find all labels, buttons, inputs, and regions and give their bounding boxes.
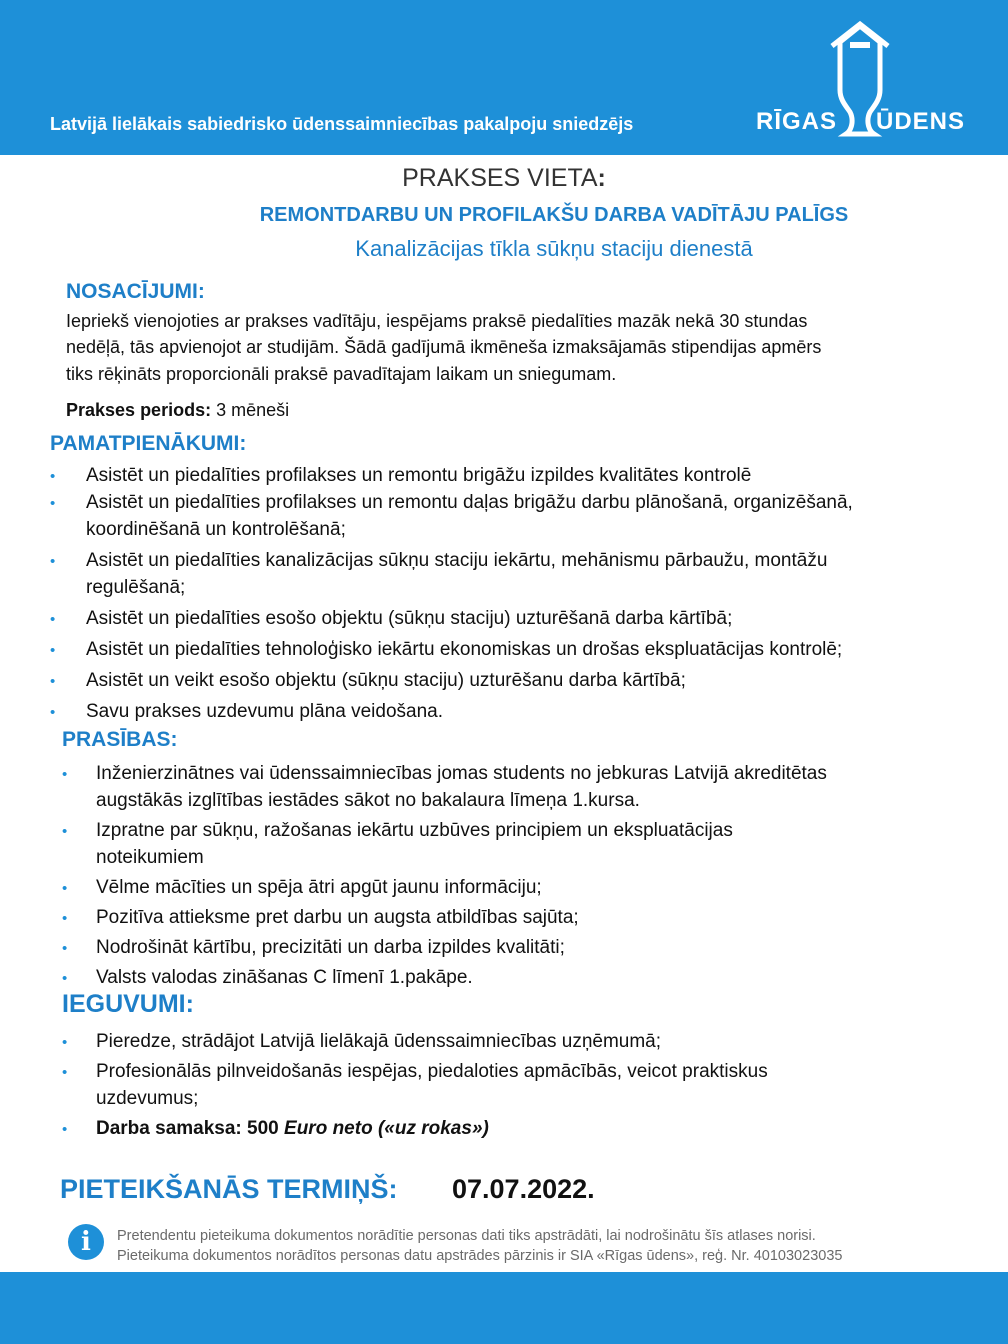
bullet-icon: • — [50, 611, 56, 628]
list-item: • Asistēt un piedalīties profilakses un remontu brigāžu izpildes kvalitātes kontrolē — [50, 462, 980, 489]
list-item: • Asistēt un piedalīties profilakses un remontu daļas brigāžu darbu plānošanā, organizēšanā, — [50, 489, 980, 516]
bullet-icon: • — [62, 1064, 68, 1081]
deadline-date: 07.07.2022. — [452, 1174, 595, 1204]
department-title: Kanalizācijas tīkla sūkņu staciju dienestā — [355, 236, 753, 261]
logo-text-udens: ŪDENS — [876, 108, 966, 135]
list-item-continued: regulēšanā; — [86, 577, 186, 598]
list-item-continued: augstākās izglītības iestādes sākot no bakalaura līmeņa 1.kursa. — [96, 790, 640, 811]
header-banner — [0, 0, 1008, 155]
info-icon: i — [68, 1224, 104, 1260]
list-item: • Pozitīva attieksme pret darbu un augsta atbildības sajūta; — [62, 904, 962, 931]
bullet-icon: • — [50, 553, 56, 570]
bullet-icon: • — [62, 970, 68, 987]
logo-text-rigas: RĪGAS — [756, 108, 838, 135]
duties-list — [50, 462, 980, 725]
privacy-note-line: Pretendentu pieteikuma dokumentos norādītie personas dati tiks apstrādāti, lai nodrošinātu šīs atlases norisi. — [117, 1228, 816, 1244]
privacy-note — [117, 1226, 842, 1266]
salary-item — [62, 1115, 962, 1142]
bullet-icon: • — [50, 673, 56, 690]
conditions-line: tiks rēķināts proporcionāli praksē pavadītajam laikam un sniegumam. — [66, 364, 617, 384]
list-item: • Nodrošināt kārtību, precizitāti un darba izpildes kvalitāti; — [62, 934, 962, 961]
conditions-heading: NOSACĪJUMI: — [66, 280, 205, 303]
bullet-icon: • — [50, 642, 56, 659]
salary-note: Euro neto («uz rokas») — [284, 1118, 489, 1139]
privacy-note-line: Pieteikuma dokumentos norādītos personas datu apstrādes pārzinis ir SIA «Rīgas ūdens», reģ. Nr. 40103023035 — [117, 1248, 843, 1264]
list-item: • Asistēt un piedalīties esošo objektu (sūkņu staciju) uzturēšanā darba kārtībā; — [50, 605, 980, 632]
internship-period — [66, 397, 289, 423]
list-item: • Inženierzinātnes vai ūdenssaimniecības jomas students no jebkuras Latvijā akreditētas — [62, 760, 962, 787]
list-item: • Profesionālās pilnveidošanās iespējas, piedaloties apmācībās, veicot praktiskus — [62, 1058, 962, 1085]
duties-heading: PAMATPIENĀKUMI: — [50, 432, 247, 455]
company-tagline: Latvijā lielākais sabiedrisko ūdenssaimniecības pakalpoju sniedzējs — [50, 114, 634, 134]
list-item: • Asistēt un veikt esošo objektu (sūkņu staciju) uzturēšanu darba kārtībā; — [50, 667, 980, 694]
list-item: • Savu prakses uzdevumu plāna veidošana. — [50, 698, 980, 725]
deadline-label: PIETEIKŠANĀS TERMIŅŠ: — [60, 1174, 398, 1204]
list-item: • Vēlme mācīties un spēja ātri apgūt jaunu informāciju; — [62, 874, 962, 901]
position-title: REMONTDARBU UN PROFILAKŠU DARBA VADĪTĀJU PALĪGS — [259, 204, 849, 226]
bullet-icon: • — [62, 766, 68, 783]
bullet-icon: • — [50, 495, 56, 512]
list-item: • Asistēt un piedalīties kanalizācijas sūkņu staciju iekārtu, mehānismu pārbaužu, montāžu — [50, 547, 980, 574]
footer-banner — [0, 1272, 1008, 1344]
bullet-icon: • — [62, 910, 68, 927]
list-item: • Izpratne par sūkņu, ražošanas iekārtu uzbūves principiem un ekspluatācijas — [62, 817, 962, 844]
benefits-heading: IEGUVUMI: — [62, 990, 194, 1018]
list-item: • Asistēt un piedalīties tehnoloģisko iekārtu ekonomiskas un drošas ekspluatācijas kontrolē; — [50, 636, 980, 663]
benefits-list — [62, 1028, 962, 1142]
bullet-icon: • — [62, 940, 68, 957]
conditions-line: Iepriekš vienojoties ar prakses vadītāju, iespējams praksē piedalīties mazāk nekā 30 stundas — [66, 311, 808, 331]
conditions-line: nedēļā, tās apvienojot ar studijām. Šādā gadījumā ikmēneša izmaksājamās stipendijas apmērs — [66, 337, 822, 357]
list-item-continued: koordinēšanā un kontrolēšanā; — [86, 519, 346, 540]
requirements-list — [62, 760, 962, 991]
salary-label: Darba samaksa: 500 — [96, 1118, 285, 1139]
title-colon: : — [597, 164, 606, 192]
bullet-icon: • — [50, 704, 56, 721]
list-item-continued: uzdevumus; — [96, 1088, 199, 1109]
period-label: Prakses periods: — [66, 400, 212, 420]
bullet-icon: • — [50, 468, 56, 485]
requirements-heading: PRASĪBAS: — [62, 728, 178, 751]
bullet-icon: • — [62, 1121, 68, 1138]
company-logo — [752, 20, 978, 138]
title-main: PRAKSES VIETA — [402, 164, 598, 192]
bullet-icon: • — [62, 1034, 68, 1051]
bullet-icon: • — [62, 880, 68, 897]
list-item: • Valsts valodas zināšanas C līmenī 1.pakāpe. — [62, 964, 962, 991]
list-item: • Pieredze, strādājot Latvijā lielākajā ūdenssaimniecības uzņēmumā; — [62, 1028, 962, 1055]
page-title — [0, 164, 1008, 193]
period-value: 3 mēneši — [211, 400, 290, 420]
list-item-continued: noteikumiem — [96, 847, 204, 868]
bullet-icon: • — [62, 823, 68, 840]
